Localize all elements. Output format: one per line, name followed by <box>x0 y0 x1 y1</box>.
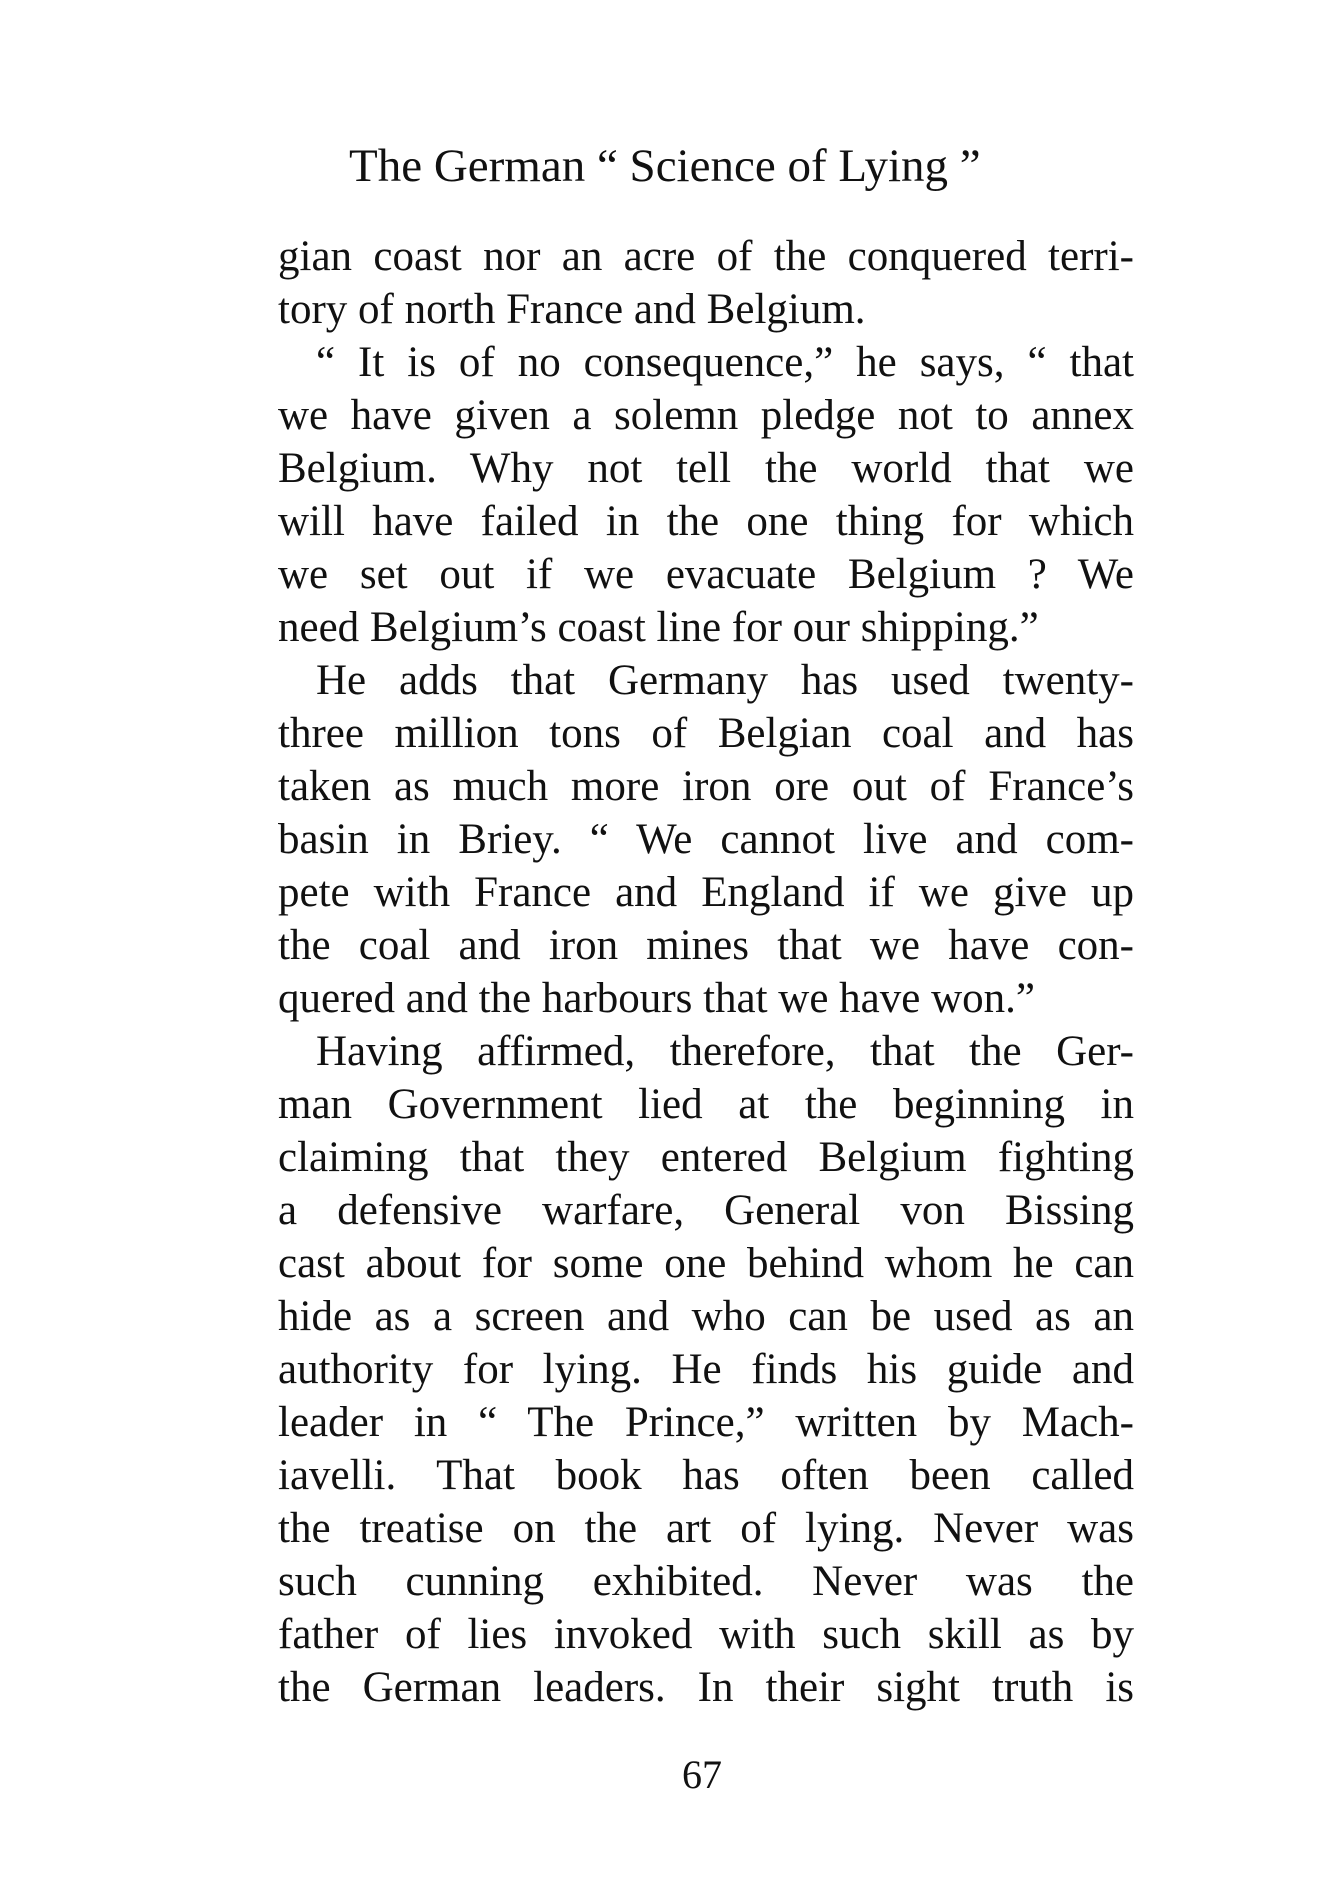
text-line: will have failed in the one thing for which <box>278 498 1134 545</box>
text-line: basin in Briey. “ We cannot live and com- <box>278 816 1134 863</box>
text-line: Having affirmed, therefore, that the Ger- <box>316 1028 1134 1075</box>
text-line: He adds that Germany has used twenty- <box>316 657 1134 704</box>
text-line: we set out if we evacuate Belgium ? We <box>278 551 1134 598</box>
text-line: cast about for some one behind whom he can <box>278 1240 1134 1287</box>
text-line: quered and the harbours that we have won.” <box>278 975 1035 1022</box>
text-line: the treatise on the art of lying. Never was <box>278 1505 1134 1552</box>
text-line: Belgium. Why not tell the world that we <box>278 445 1134 492</box>
text-line: taken as much more iron ore out of France’s <box>278 763 1134 810</box>
text-line: man Government lied at the beginning in <box>278 1081 1134 1128</box>
text-line: tory of north France and Belgium. <box>278 286 866 333</box>
running-head: The German “ Science of Lying ” <box>349 140 981 192</box>
text-line: claiming that they entered Belgium fighting <box>278 1134 1134 1181</box>
text-line: we have given a solemn pledge not to annex <box>278 392 1134 439</box>
text-line: leader in “ The Prince,” written by Mach- <box>278 1399 1134 1446</box>
text-line: a defensive warfare, General von Bissing <box>278 1187 1134 1234</box>
text-line: the coal and iron mines that we have con- <box>278 922 1134 969</box>
text-line: need Belgium’s coast line for our shipping.” <box>278 604 1039 651</box>
text-line: pete with France and England if we give up <box>278 869 1134 916</box>
text-line: authority for lying. He finds his guide and <box>278 1346 1134 1393</box>
text-line: the German leaders. In their sight truth is <box>278 1664 1134 1711</box>
text-line: gian coast nor an acre of the conquered terri- <box>278 233 1134 280</box>
text-line: hide as a screen and who can be used as an <box>278 1293 1134 1340</box>
text-line: three million tons of Belgian coal and has <box>278 710 1134 757</box>
text-line: “ It is of no consequence,” he says, “ that <box>316 339 1134 386</box>
text-line: father of lies invoked with such skill as by <box>278 1611 1134 1658</box>
text-line: such cunning exhibited. Never was the <box>278 1558 1134 1605</box>
page-number: 67 <box>682 1752 722 1797</box>
text-line: iavelli. That book has often been called <box>278 1452 1134 1499</box>
